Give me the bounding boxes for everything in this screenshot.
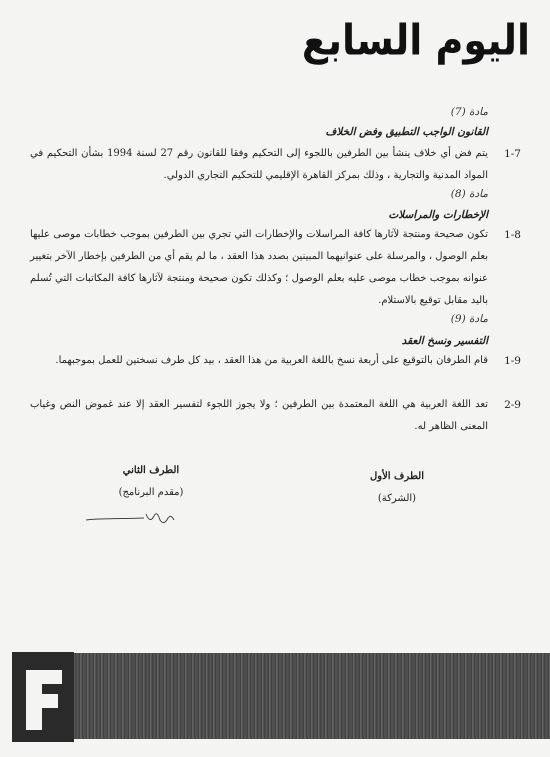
second-party-name: (مقدم البرنامج)	[118, 487, 184, 498]
signature-scribble	[84, 508, 184, 528]
clause-9-2	[30, 394, 521, 438]
clause-text: تعد اللغة العربية هي اللغة المعتمدة بين الطرفين ؛ ولا يجوز اللجوء لتفسير العقد إلا عند غموض النص وغياب المعنى الظاهر له.	[30, 399, 488, 432]
article-8-title: الإخطارات والمراسلات	[388, 209, 488, 221]
clause-8-1	[30, 224, 521, 312]
first-party-block	[352, 466, 442, 510]
article-9-title: التفسير ونسخ العقد	[401, 335, 488, 347]
article-7-number: مادة (7)	[450, 106, 488, 118]
clause-number: 1-8	[504, 229, 521, 241]
clause-text: يتم فض أي خلاف ينشأ بين الطرفين باللجوء إلى التحكيم وفقا للقانون رقم 27 لسنة 1994 بشأن التحكيم في المواد المدنية والتجارية ، وذلك بمركز القاهرة الإقليمي للتحكيم التجاري الدولي.	[30, 148, 488, 181]
clause-number: 1-7	[504, 148, 521, 160]
second-party-role: الطرف الثاني	[122, 465, 180, 476]
article-7-title: القانون الواجب التطبيق وفض الخلاف	[325, 126, 488, 138]
clause-7-1	[30, 143, 521, 187]
first-party-role: الطرف الأول	[370, 471, 424, 482]
article-8-number: مادة (8)	[450, 188, 488, 200]
clause-number: 2-9	[504, 399, 521, 411]
brand-mark-icon	[12, 652, 74, 742]
second-party-block	[96, 460, 206, 504]
newspaper-logo: اليوم السابع	[301, 15, 530, 65]
first-party-name: (الشركة)	[377, 493, 417, 504]
scan-noise-strip	[42, 653, 550, 739]
clause-text: قام الطرفان بالتوقيع على أربعة نسخ باللغة العربية من هذا العقد ، بيد كل طرف نسختين للعمل بموجبهما.	[55, 355, 488, 366]
clause-number: 1-9	[504, 355, 521, 367]
article-9-number: مادة (9)	[450, 313, 488, 325]
clause-9-1	[30, 350, 521, 372]
clause-text: تكون صحيحة ومنتجة لآثارها كافة المراسلات والإخطارات التي تجري بين الطرفين بموجب خطابات موصى عليها بعلم الوصول ، والمرسلة على عنوانيهما المبينين بصدد هذا العقد ، ما لم يقم أي من الطرفين بإخطار الآخر بتغيير عنوانه بموجب خطاب موصى عليه بعلم الوصول ؛ وكذلك تكون صحيحة ومنتجة لآثارها كافة المكاتبات التي تُسلم باليد مقابل توقيع بالاستلام.	[30, 229, 488, 306]
